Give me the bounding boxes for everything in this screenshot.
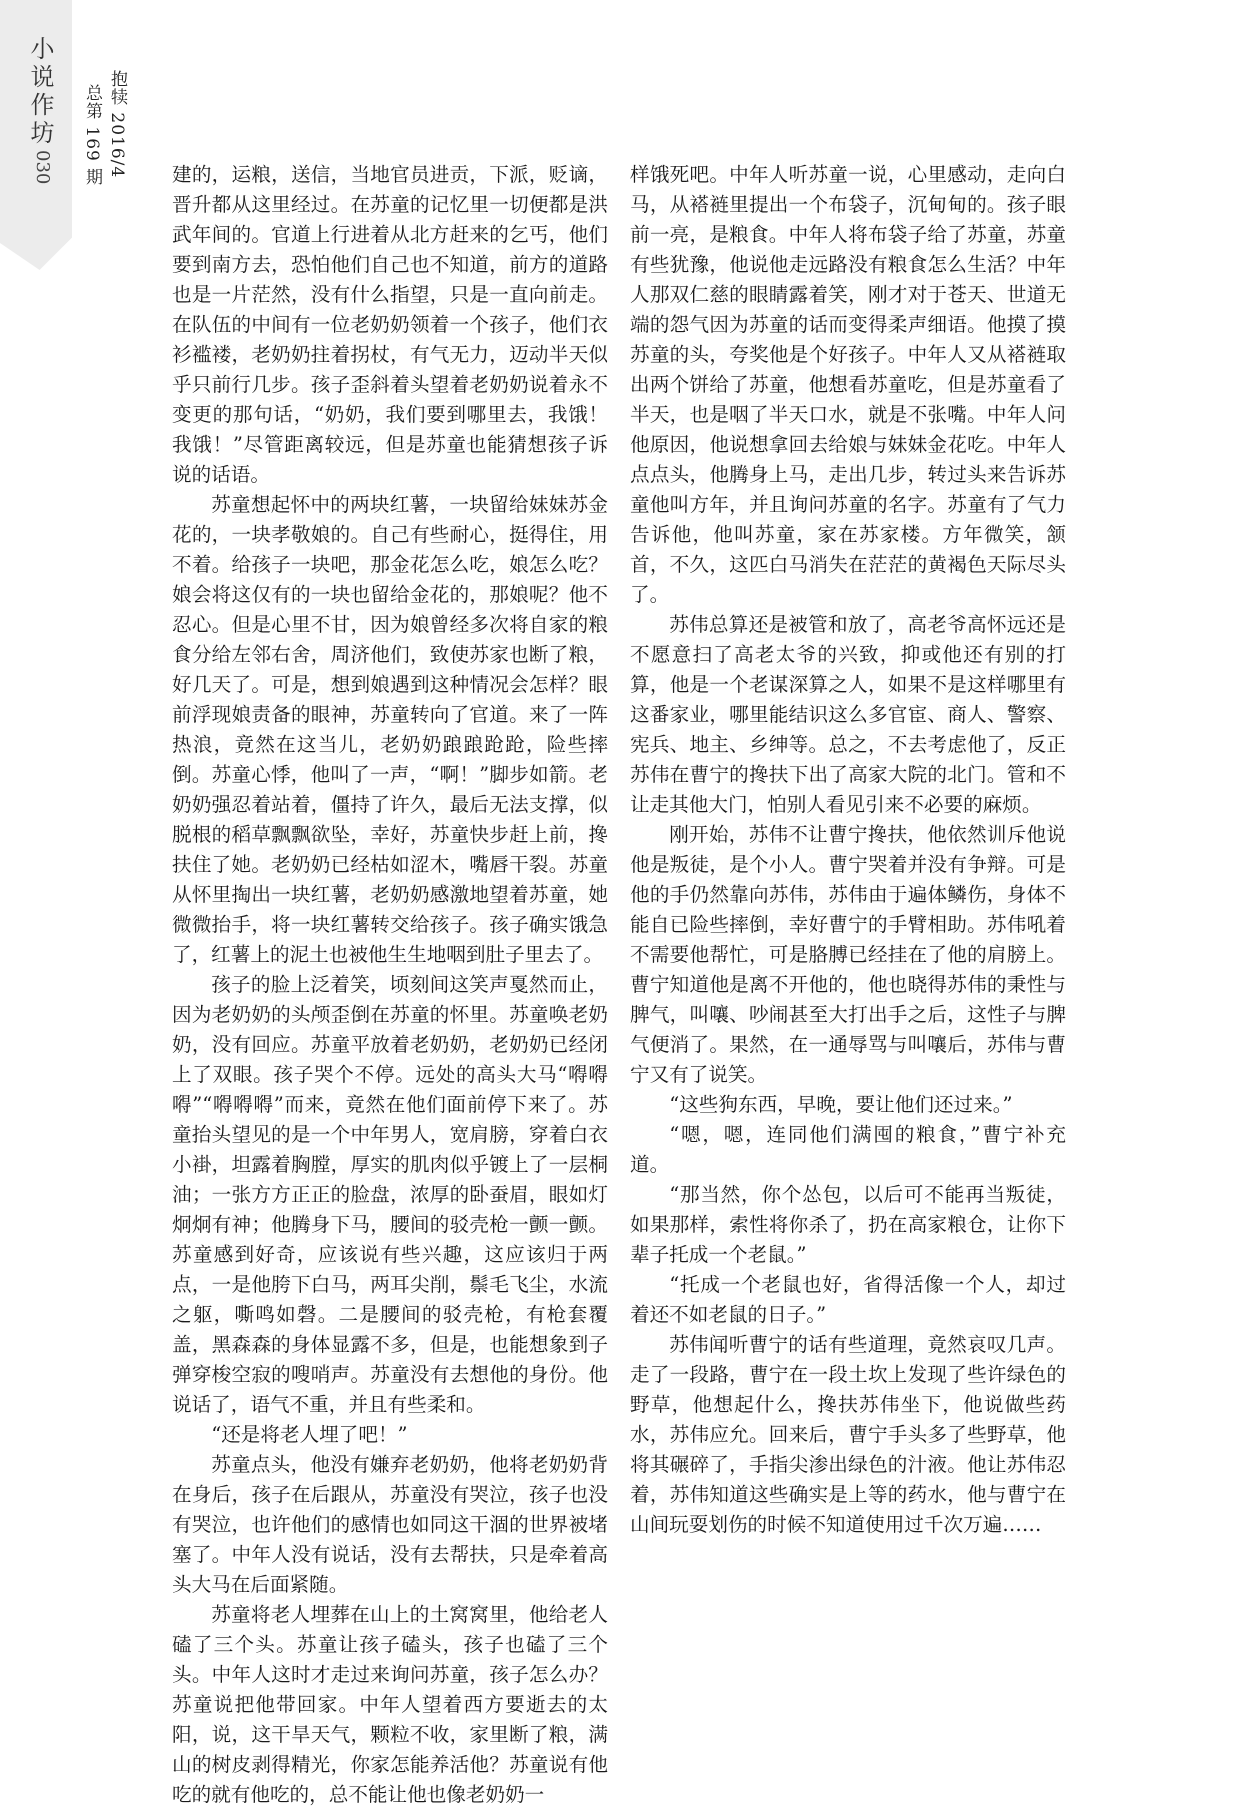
- paragraph: 苏童想起怀中的两块红薯，一块留给妹妹苏金花的，一块孝敬娘的。自己有些耐心，挺得住，用不着。给孩子一块吧，那金花怎么吃，娘怎么吃？娘会将这仅有的一块也留给金花的，那娘呢？他不忍心。但是心里不甘，因为娘曾经多次将自家的粮食分给左邻右舍，周济他们，致使苏家也断了粮，好几天了。可是，想到娘遇到这种情况会怎样？眼前浮现娘责备的眼神，苏童转向了官道。来了一阵热浪，竟然在这当儿，老奶奶踉踉跄跄，险些摔倒。苏童心悸，他叫了一声，“啊！”脚步如箭。老奶奶强忍着站着，僵持了许久，最后无法支撑，似脱根的稻草飘飘欲坠，幸好，苏童快步赶上前，搀扶住了她。老奶奶已经枯如涩木，嘴唇干裂。苏童从怀里掏出一块红薯，老奶奶感激地望着苏童，她微微抬手，将一块红薯转交给孩子。孩子确实饿急了，红薯上的泥土也被他生生地咽到肚子里去了。: [172, 493, 608, 966]
- paragraph: 苏伟总算还是被管和放了，高老爷高怀远还是不愿意扫了高老太爷的兴致，抑或他还有别的打算，他是一个老谋深算之人，如果不是这样哪里有这番家业，哪里能结识这么多官宦、商人、警察、宪兵、地主、乡绅等。总之，不去考虑他了，反正苏伟在曹宁的搀扶下出了高家大院的北门。管和不让走其他大门，怕别人看见引来不必要的麻烦。: [630, 613, 1066, 816]
- magazine-name: 抱犊 2016/4: [107, 70, 127, 179]
- paragraph: 苏童点头，他没有嫌弃老奶奶，他将老奶奶背在身后，孩子在后跟从，苏童没有哭泣，孩子也没有哭泣，也许他们的感情也如同这干涸的世界被堵塞了。中年人没有说话，没有去帮扶，只是牵着高头大马在后面紧随。: [172, 1453, 608, 1596]
- left-column: [172, 160, 608, 1810]
- right-column: [630, 160, 1066, 1540]
- paragraph: “托成一个老鼠也好，省得活像一个人，却过着还不如老鼠的日子。”: [630, 1273, 1066, 1326]
- section-title: 小说作坊: [26, 36, 54, 148]
- paragraph: “那当然，你个怂包，以后可不能再当叛徒，如果那样，索性将你杀了，扔在高家粮仓，让你下辈子托成一个老鼠。”: [630, 1183, 1066, 1266]
- paragraph: “这些狗东西，早晚，要让他们还过来。”: [669, 1093, 1013, 1116]
- masthead: [80, 70, 130, 186]
- paragraph: 建的，运粮，送信，当地官员进贡，下派，贬谪，晋升都从这里经过。在苏童的记忆里一切便都是洪武年间的。官道上行进着从北方赶来的乞丐，他们要到南方去，恐怕他们自己也不知道，前方的道路也是一片茫然，没有什么指望，只是一直向前走。在队伍的中间有一位老奶奶领着一个孩子，他们衣衫褴褛，老奶奶拄着拐杖，有气无力，迈动半天似乎只前行几步。孩子歪斜着头望着老奶奶说着永不变更的那句话，“奶奶，我们要到哪里去，我饿！我饿！”尽管距离较远，但是苏童也能猜想孩子诉说的话语。: [172, 163, 608, 486]
- paragraph: 苏伟闻听曹宁的话有些道理，竟然哀叹几声。走了一段路，曹宁在一段土坎上发现了些许绿色的野草，他想起什么，搀扶苏伟坐下，他说做些药水，苏伟应允。回来后，曹宁手头多了些野草，他将其碾碎了，手指尖渗出绿色的汁液。他让苏伟忍着，苏伟知道这些确实是上等的药水，他与曹宁在山间玩耍划伤的时候不知道使用过千次万遍……: [630, 1333, 1066, 1536]
- paragraph: 孩子的脸上泛着笑，顷刻间这笑声戛然而止，因为老奶奶的头颅歪倒在苏童的怀里。苏童唤老奶奶，没有回应。苏童平放着老奶奶，老奶奶已经闭上了双眼。孩子哭个不停。远处的高头大马“嘚嘚嘚”“嘚嘚嘚”而来，竟然在他们面前停下来了。苏童抬头望见的是一个中年男人，宽肩膀，穿着白衣小褂，坦露着胸膛，厚实的肌肉似乎镀上了一层桐油；一张方方正正的脸盘，浓厚的卧蚕眉，眼如灯炯炯有神；他腾身下马，腰间的驳壳枪一颤一颤。苏童感到好奇，应该说有些兴趣，这应该归于两点，一是他胯下白马，两耳尖削，鬃毛飞尘，水流之躯，嘶鸣如磬。二是腰间的驳壳枪，有枪套覆盖，黑森森的身体显露不多，但是，也能想象到子弹穿梭空寂的嗖哨声。苏童没有去想他的身份。他说话了，语气不重，并且有些柔和。: [172, 973, 608, 1416]
- paragraph: 样饿死吧。中年人听苏童一说，心里感动，走向白马，从褡裢里提出一个布袋子，沉甸甸的。孩子眼前一亮，是粮食。中年人将布袋子给了苏童，苏童有些犹豫，他说他走远路没有粮食怎么生活？中年人那双仁慈的眼睛露着笑，刚才对于苍天、世道无端的怨气因为苏童的话而变得柔声细语。他摸了摸苏童的头，夸奖他是个好孩子。中年人又从褡裢取出两个饼给了苏童，他想看苏童吃，但是苏童看了半天，也是咽了半天口水，就是不张嘴。中年人问他原因，他说想拿回去给娘与妹妹金花吃。中年人点点头，他腾身上马，走出几步，转过头来告诉苏童他叫方年，并且询问苏童的名字。苏童有了气力告诉他，他叫苏童，家在苏家楼。方年微笑，颔首，不久，这匹白马消失在茫茫的黄褐色天际尽头了。: [630, 163, 1066, 606]
- paragraph: 苏童将老人埋葬在山上的土窝窝里，他给老人磕了三个头。苏童让孩子磕头，孩子也磕了三个头。中年人这时才走过来询问苏童，孩子怎么办？苏童说把他带回家。中年人望着西方要逝去的太阳，说，这干旱天气，颗粒不收，家里断了粮，满山的树皮剥得精光，你家怎能养活他？苏童说有他吃的就有他吃的，总不能让他也像老奶奶一: [172, 1603, 608, 1806]
- issue-number: 总第 169 期: [82, 84, 102, 187]
- paragraph: “还是将老人埋了吧！”: [211, 1423, 408, 1446]
- paragraph: 刚开始，苏伟不让曹宁搀扶，他依然训斥他说他是叛徒，是个小人。曹宁哭着并没有争辩。可是他的手仍然靠向苏伟，苏伟由于遍体鳞伤，身体不能自已险些摔倒，幸好曹宁的手臂相助。苏伟吼着不需要他帮忙，可是胳膊已经挂在了他的肩膀上。曹宁知道他是离不开他的，他也晓得苏伟的秉性与脾气，叫嚷、吵闹甚至大打出手之后，这性子与脾气便消了。果然，在一通辱骂与叫嚷后，苏伟与曹宁又有了说笑。: [630, 823, 1066, 1086]
- paragraph: “嗯，嗯，连同他们满囤的粮食，”曹宁补充道。: [630, 1123, 1066, 1176]
- page-number: 030: [32, 150, 53, 185]
